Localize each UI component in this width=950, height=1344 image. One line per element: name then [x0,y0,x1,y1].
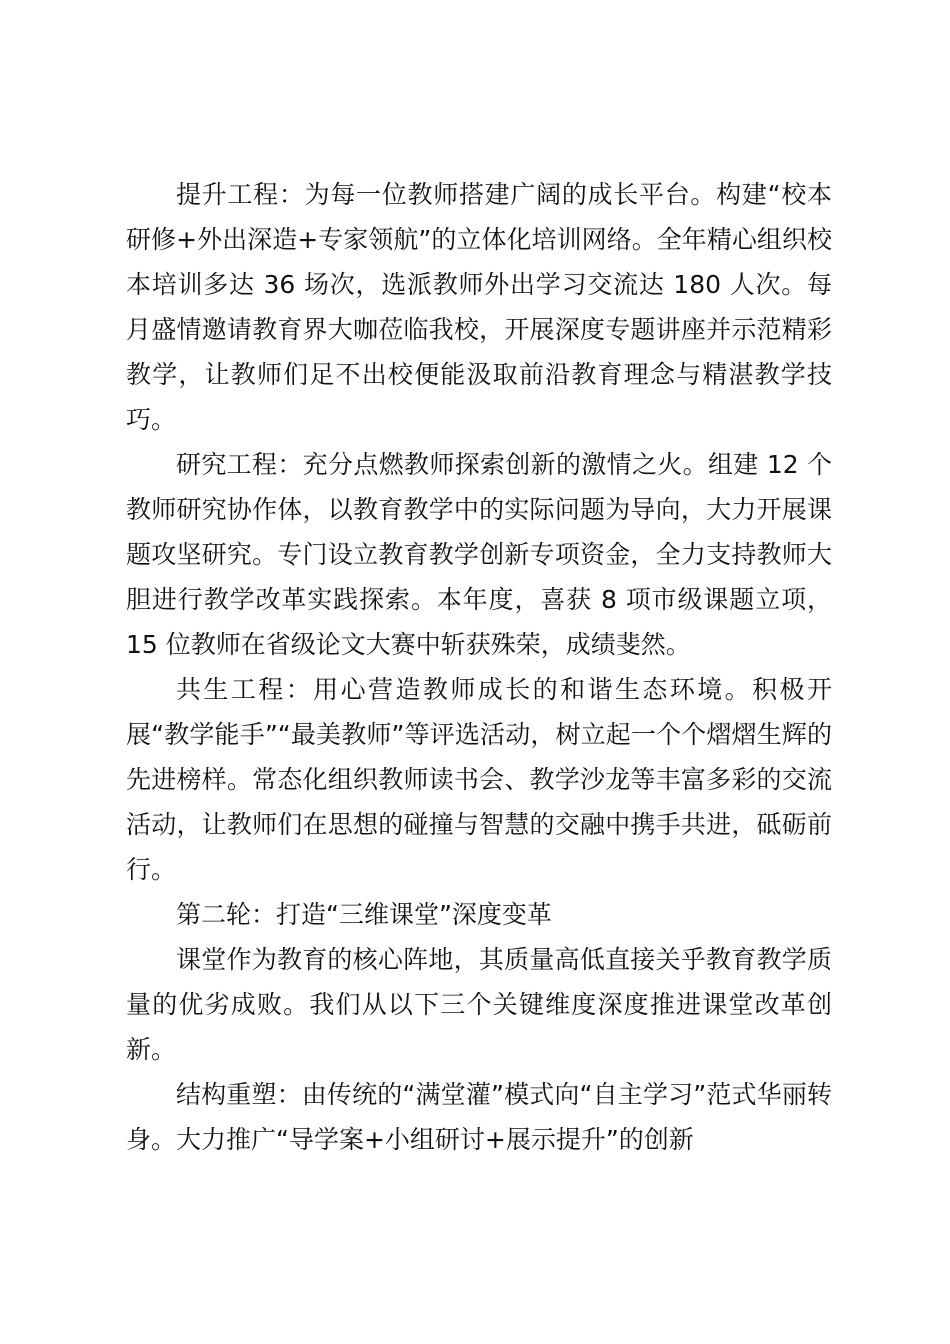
paragraph-research-project: 研究工程：充分点燃教师探索创新的激情之火。组建 12 个教师研究协作体，以教育教学中的实际问题为导向，大力开展课题攻坚研究。专门设立教育教学创新专项资金，全力支持教师大胆进行教学改革实践探索。本年度，喜获 8 项市级课题立项，15 位教师在省级论文大赛中斩获殊荣，成绩斐然。 [126,450,832,659]
section-heading-second-round: 第二轮：打造“三维课堂”深度变革 [176,900,552,929]
paragraph-structure-reshaping: 结构重塑：由传统的“满堂灌”模式向“自主学习”范式华丽转身。大力推广“导学案+小组研讨+展示提升”的创新 [126,1080,832,1154]
paragraph-symbiosis-project: 共生工程：用心营造教师成长的和谐生态环境。积极开展“教学能手”“最美教师”等评选活动，树立起一个个熠熠生辉的先进榜样。常态化组织教师读书会、教学沙龙等丰富多彩的交流活动，让教师们在思想的碰撞与智慧的交融中携手共进，砥砺前行。 [126,675,832,884]
paragraph-classroom-intro: 课堂作为教育的核心阵地，其质量高低直接关乎教育教学质量的优劣成败。我们从以下三个关键维度深度推进课堂改革创新。 [126,945,832,1064]
paragraph-improvement-project: 提升工程：为每一位教师搭建广阔的成长平台。构建“校本研修+外出深造+专家领航”的立体化培训网络。全年精心组织校本培训多达 36 场次，选派教师外出学习交流达 180 人次。每月盛情邀请教育界大咖莅临我校，开展深度专题讲座并示范精彩教学，让教师们足不出校便能汲取前沿教育理念与精湛教学技巧。 [126,180,832,434]
document-body [126,172,832,1162]
